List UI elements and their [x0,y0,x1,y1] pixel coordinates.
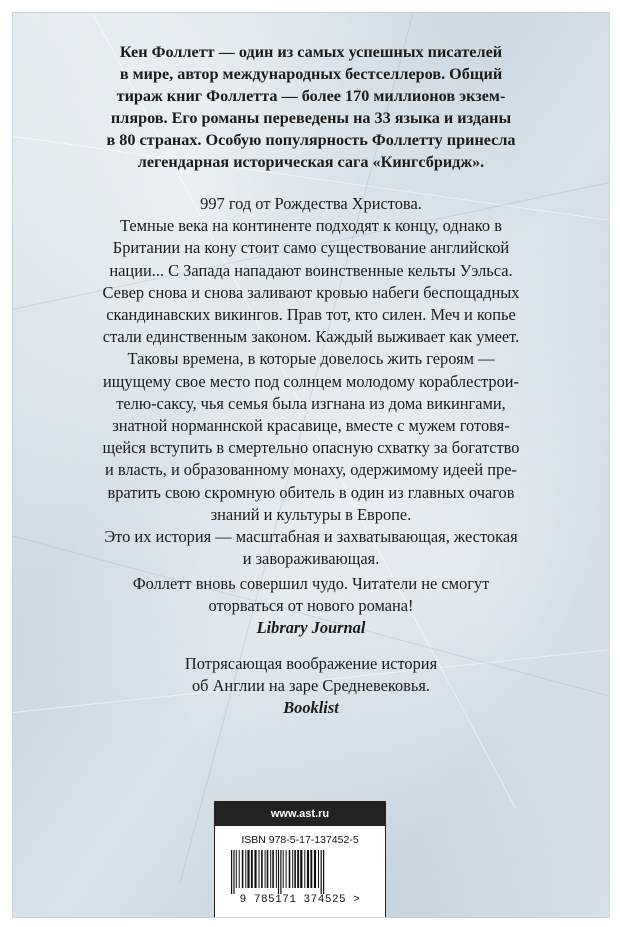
barcode-bar [314,850,316,888]
review-quote [13,573,609,639]
synopsis-line: щейся вступить в смертельно опасную схватку за богатство [102,438,520,458]
barcode-bar [297,850,299,888]
barcode-bar [310,850,312,888]
barcode-bar [304,850,305,888]
bio-line: Кен Фоллетт — один из самых успешных писателей [119,43,503,61]
barcode-bar [251,850,253,888]
synopsis-line: скандинавских викингов. Прав тот, кто силен. Меч и копье [106,305,516,325]
barcode-bar [231,850,232,894]
barcode-bar [239,850,240,888]
back-cover [12,12,610,918]
barcode-bar [280,850,281,894]
synopsis-line: вратить свою скромную обитель в один из главных очагов [107,482,515,502]
barcode-bar [292,850,293,888]
quote-line: Фоллетт вновь совершил чудо. Читатели не смогут [132,574,490,593]
barcode-bar [233,850,234,894]
synopsis-line: 997 год от Рождества Христова. [200,194,422,213]
quote-line: оторваться от нового романа! [208,596,414,615]
synopsis-line: Север снова и снова заливают кровью набеги беспощадных [102,282,520,302]
barcode-digits: 9 785171 374525 > [239,894,361,906]
barcode-block [214,801,386,918]
barcode-bar [259,850,260,888]
synopsis-line: нации... С Запада нападают воинственные кельты Уэльса. [109,260,513,280]
barcode-bar [261,850,263,888]
barcode-bar [272,850,274,888]
barcode-image [225,850,375,894]
synopsis-line: и завораживающая. [242,549,380,569]
synopsis-line: Британии на кону стоит само существование английской [112,238,510,258]
author-bio [13,41,609,173]
barcode-bar [289,850,291,888]
barcode-bar [286,850,287,888]
isbn-label: ISBN 978-5-17-137452-5 [241,834,359,846]
barcode-bar [270,850,271,888]
synopsis-line: знаний и культуры в Европе. [210,504,412,524]
barcode-bar [265,850,266,888]
synopsis-line: Таковы времена, в которые довелось жить героям — [127,349,495,369]
barcode-bar [247,850,249,888]
quote-line: об Англии на заре Средневековья. [191,676,431,695]
synopsis-line: и власть, и образованному монаху, одержимому идеей пре- [104,460,517,480]
barcode-bar [321,850,322,894]
bio-line: легендарная историческая сага «Кингсбридж». [137,153,485,171]
synopsis-line: знатной норманнской красавице, вместе с мужем готовя- [112,416,510,436]
barcode-bar [276,850,277,888]
bio-line: пляров. Его романы переведены на 33 языка и изданы [110,109,512,127]
synopsis-line: Это их история — масштабная и захватывающая, жестокая [104,527,518,547]
review-quote [13,653,609,719]
bio-line: тираж книг Фоллетта — более 170 миллионов экзем- [116,87,506,105]
barcode-bar [245,850,246,888]
synopsis-line: Темные века на континенте подходят к концу, однако в [120,216,502,236]
quote-source: Library Journal [256,618,366,637]
barcode-bar [283,850,284,888]
synopsis [13,193,609,570]
synopsis-line: телю-саксу, чья семья была изгнана из дома викингами, [116,393,506,413]
synopsis-line: стали единственным законом. Каждый выживает как умеет. [102,327,520,347]
synopsis-line: ищущему свое место под солнцем молодому кораблестрои- [102,371,520,391]
barcode-bar [318,850,319,888]
quote-source: Booklist [283,698,339,717]
barcode-bar [300,850,302,888]
barcode-bar [278,850,279,894]
barcode-bar [254,850,256,888]
bio-line: в 80 странах. Особую популярность Фоллетту принесла [106,131,516,149]
barcode-bar [294,850,296,888]
barcode-bar [242,850,244,888]
barcode-bar [307,850,309,888]
barcode-bar [236,850,237,888]
publisher-website: www.ast.ru [215,802,385,826]
bio-line: в мире, автор международных бестселлеров. Общий [119,65,503,83]
barcode-bar [267,850,269,888]
quote-line: Потрясающая воображение история [184,654,438,673]
barcode-bar [323,850,324,894]
